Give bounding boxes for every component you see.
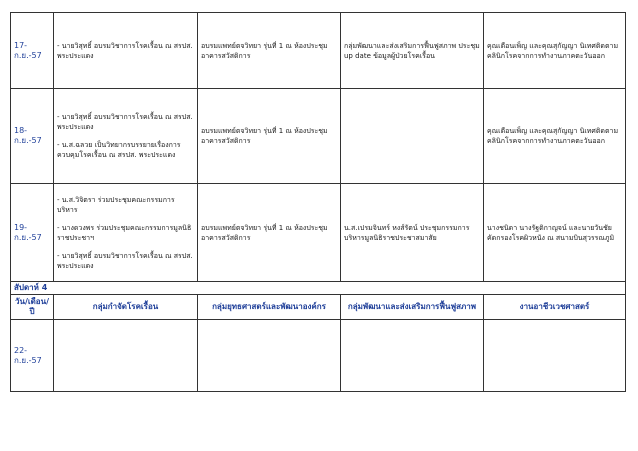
- group-leprosy-cell: [54, 184, 198, 282]
- date-cell: 22-ก.ย.-57: [11, 320, 54, 392]
- activity-item: - นายวิสุทธิ์ อบรมวิชาการโรคเรื้อน ณ สรปส. พระประแดง: [57, 251, 193, 270]
- group-rehab-cell: [341, 89, 484, 184]
- group-leprosy-cell: [54, 320, 198, 392]
- table-row: [11, 13, 626, 89]
- header-occupational-med: งานอาชีวเวชศาสตร์: [484, 295, 626, 320]
- activity-item: - นายวิสุทธิ์ อบรมวิชาการโรคเรื้อน ณ สรปส. พระประแดง: [57, 113, 193, 131]
- occupational-med-cell: คุณเตือนเพ็ญ และคุณสุกัญญา นิเทศติดตามคลินิกโรคจากการทำงานภาคตะวันออก: [484, 89, 626, 184]
- activity-item: - น.ส.วิจิตรา ร่วมประชุมคณะกรรมการบริหาร: [57, 195, 175, 214]
- header-group-leprosy: กลุ่มกำจัดโรคเรื้อน: [54, 295, 198, 320]
- week-label: สัปดาห์ 4: [11, 282, 54, 295]
- group-rehab-cell: กลุ่มพัฒนาและส่งเสริมการฟื้นฟูสภาพ ประชุม up date ข้อมูลผู้ป่วยโรคเรื้อน: [341, 13, 484, 89]
- group-leprosy-cell: [54, 13, 198, 89]
- group-leprosy-cell: [54, 89, 198, 184]
- activity-item: - นายวิสุทธิ์ อบรมวิชาการโรคเรื้อน ณ สรปส. พระประแดง: [57, 41, 193, 60]
- group-strategy-cell: อบรมแพทย์ตจวิทยา รุ่นที่ 1 ณ ห้องประชุมอาคารสวัสดิการ: [198, 13, 341, 89]
- group-strategy-cell: อบรมแพทย์ตจวิทยา รุ่นที่ 1 ณ ห้องประชุมอาคารสวัสดิการ: [198, 184, 341, 282]
- header-date: วัน/เดือน/ปี: [11, 295, 54, 320]
- table-row: [11, 320, 626, 392]
- header-group-rehab: กลุ่มพัฒนาและส่งเสริมการฟื้นฟูสภาพ: [341, 295, 484, 320]
- schedule-sheet: [10, 12, 625, 392]
- date-cell: 17-ก.ย.-57: [11, 13, 54, 89]
- group-rehab-cell: น.ส.เปรมจินทร์ หงส์รัตน์ ประชุมกรรมการบริหารมูลนิธิราชประชาสมาสัย: [341, 184, 484, 282]
- date-cell: 18-ก.ย.-57: [11, 89, 54, 184]
- header-group-strategy: กลุ่มยุทธศาสตร์และพัฒนาองค์กร: [198, 295, 341, 320]
- header-row: [11, 295, 626, 320]
- week-row-fill: [54, 282, 626, 295]
- group-strategy-cell: อบรมแพทย์ตจวิทยา รุ่นที่ 1 ณ ห้องประชุมอาคารสวัสดิการ: [198, 89, 341, 184]
- occupational-med-cell: [484, 320, 626, 392]
- occupational-med-cell: คุณเตือนเพ็ญ และคุณสุกัญญา นิเทศติดตามคลินิกโรคจากการทำงานภาคตะวันออก: [484, 13, 626, 89]
- date-cell: 19-ก.ย.-57: [11, 184, 54, 282]
- group-strategy-cell: [198, 320, 341, 392]
- schedule-table: [10, 12, 626, 392]
- table-row: [11, 184, 626, 282]
- activity-item: - นางดวงพร ร่วมประชุมคณะกรรมการมูลนิธิราชประชาฯ: [57, 223, 192, 242]
- group-rehab-cell: [341, 320, 484, 392]
- occupational-med-cell: นางชนิดา นางรัฐติกาญจน์ และนายวันชัย คัดกรองโรคผิวหนัง ณ สนามบินสุวรรณภูมิ: [484, 184, 626, 282]
- week-row: [11, 282, 626, 295]
- table-row: [11, 89, 626, 184]
- activity-item: - น.ส.ฉลวย เป็นวิทยากรบรรยายเรื่องการควบคุมโรคเรื้อน ณ สรปส. พระประแดง: [57, 141, 181, 159]
